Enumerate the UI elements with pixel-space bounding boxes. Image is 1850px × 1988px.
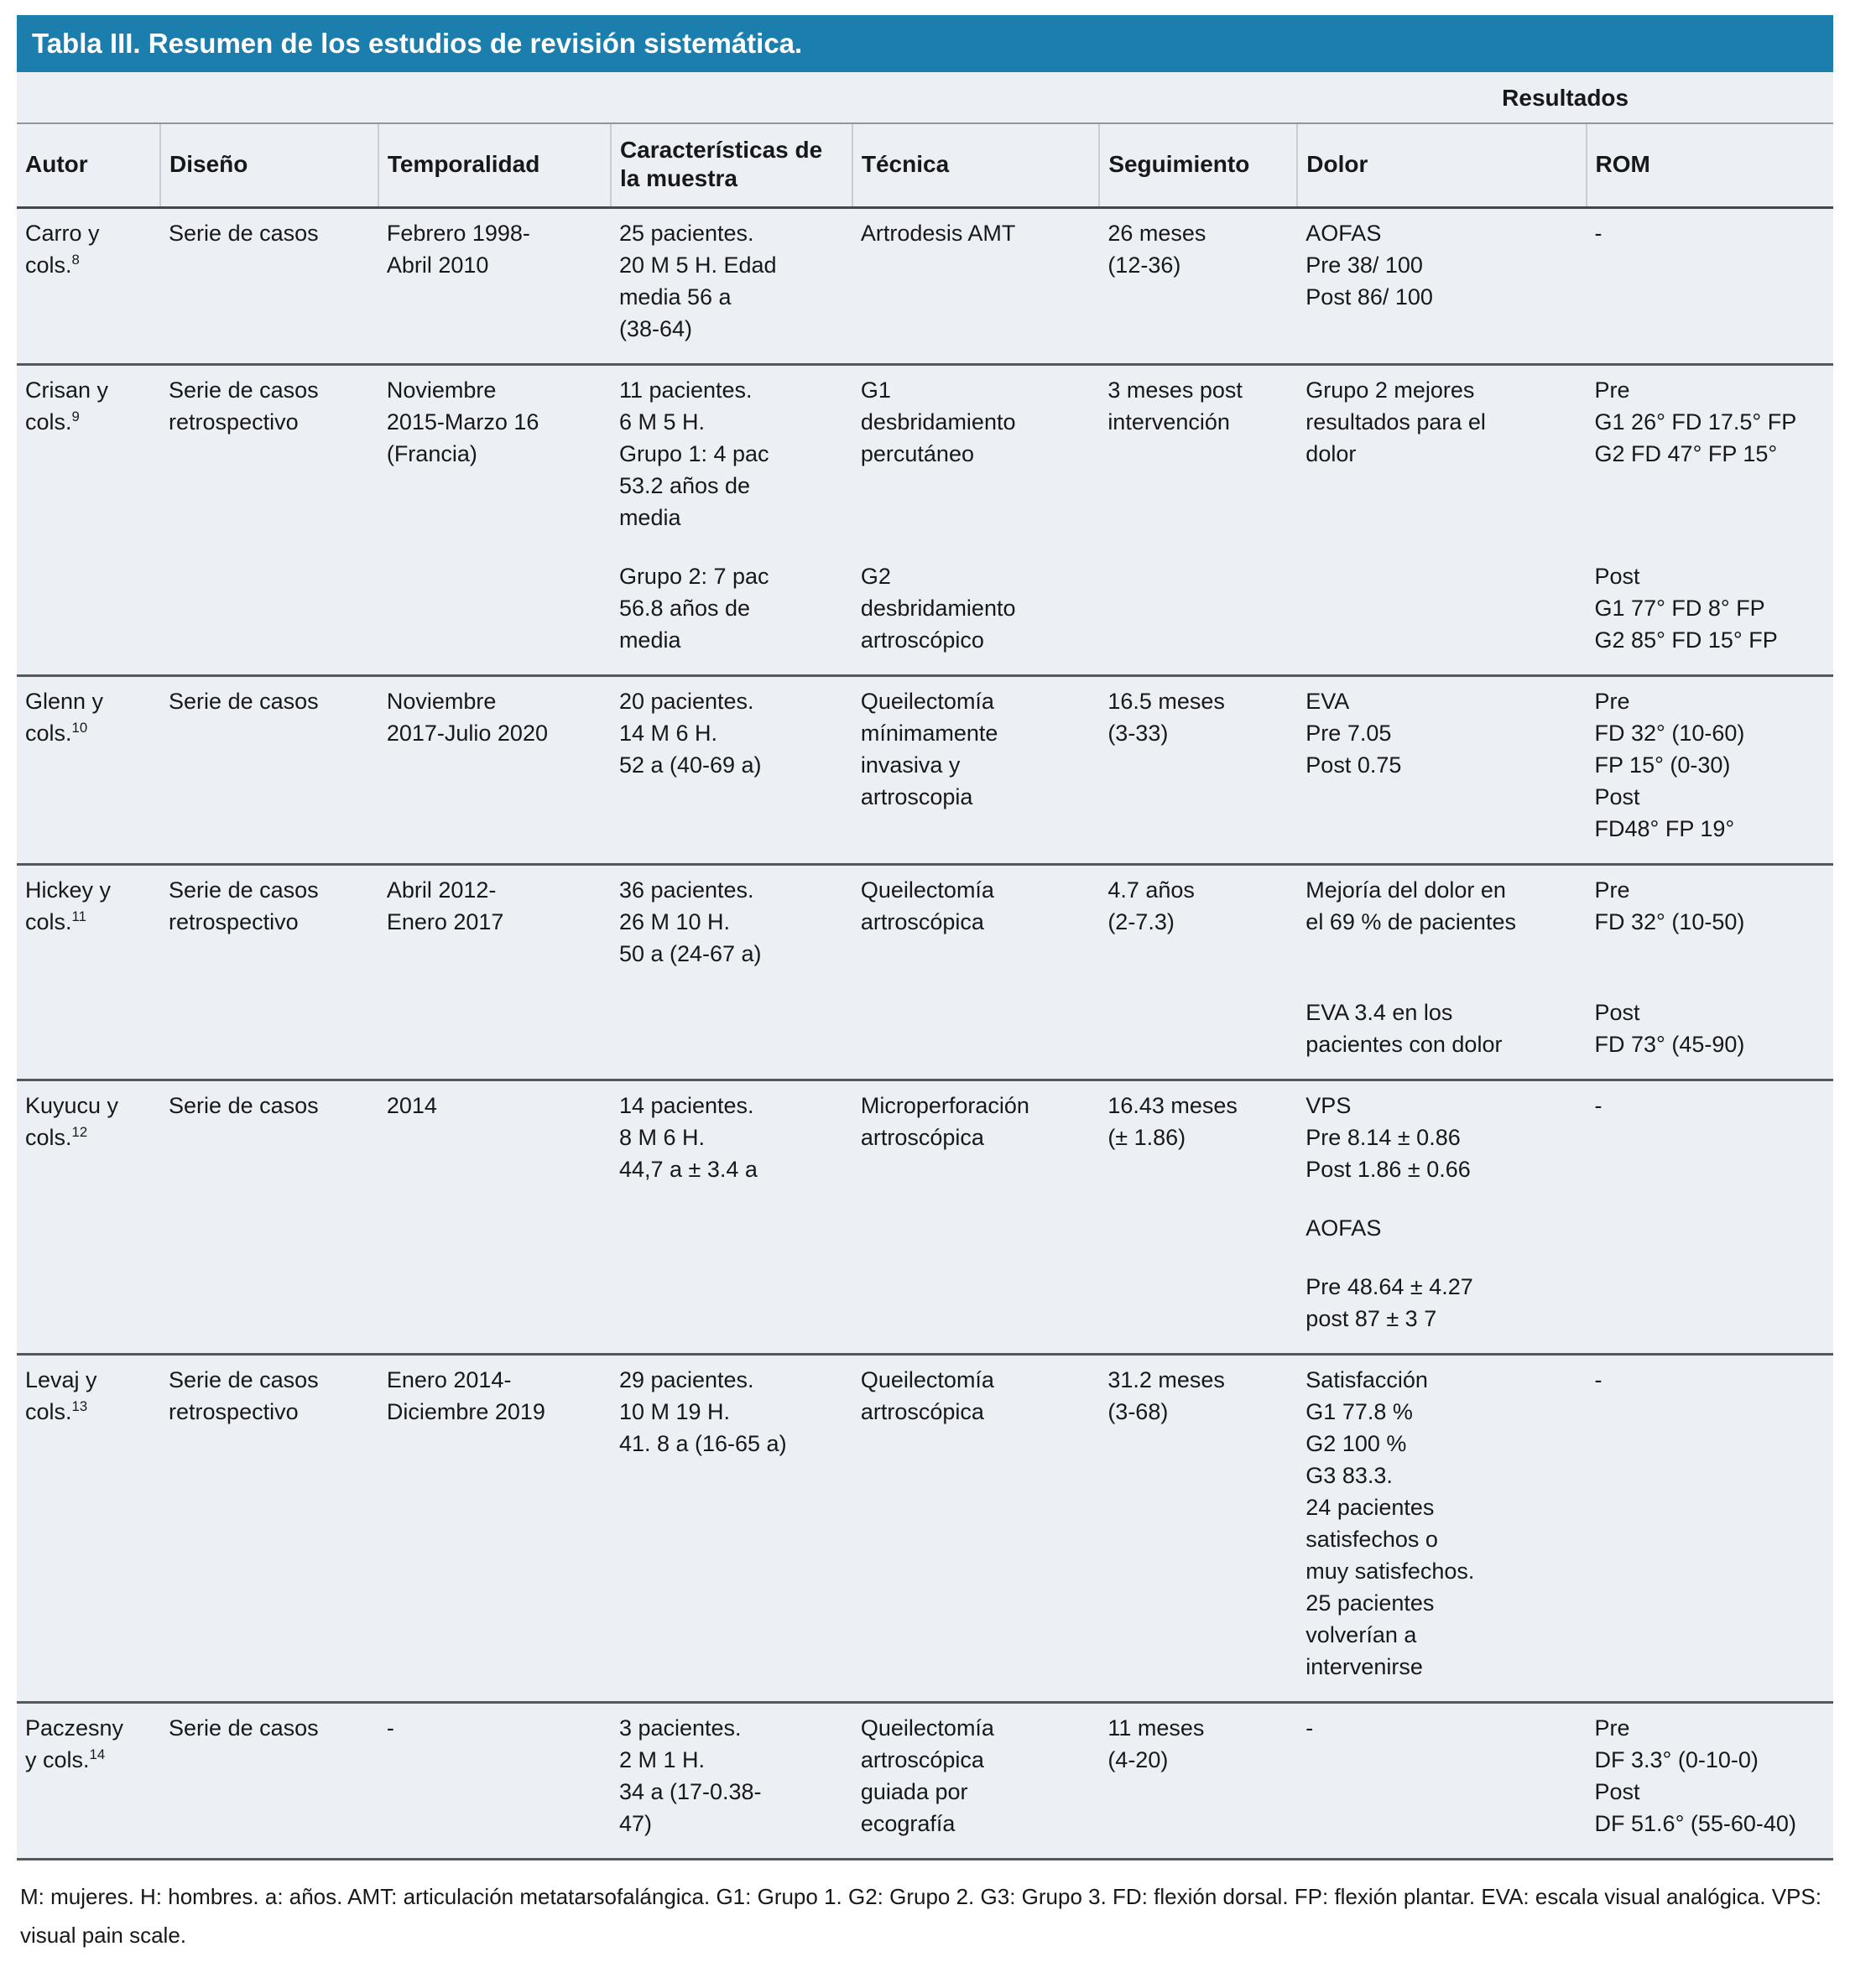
cell-technique: Queilectomía artroscópica bbox=[860, 1367, 994, 1424]
cell-autor: Hickey y cols.$^{11}$ bbox=[25, 877, 112, 934]
column-header-temporalidad: Temporalidad bbox=[378, 123, 611, 208]
column-header-caracteristicas: Características de la muestra bbox=[611, 123, 852, 208]
reference-superscript: 12 bbox=[71, 1124, 88, 1140]
cell-pain: AOFAS bbox=[1305, 1215, 1382, 1241]
cell-followup: 4.7 años (2-7.3) bbox=[1107, 877, 1195, 934]
cell-rom: - bbox=[1594, 1367, 1602, 1392]
column-header-dolor: Dolor bbox=[1297, 123, 1586, 208]
cell-rom: - bbox=[1594, 1093, 1602, 1118]
cell-pain: - bbox=[1305, 1715, 1314, 1741]
table-row bbox=[17, 1204, 1833, 1262]
cell-sample: 14 pacientes. 8 M 6 H. 44,7 a ± 3.4 a bbox=[618, 1093, 758, 1182]
cell-design: Serie de casos retrospectivo bbox=[169, 377, 319, 435]
table-title-bar bbox=[17, 15, 1833, 72]
results-spanner-row bbox=[17, 72, 1833, 123]
table-row bbox=[17, 1355, 1833, 1703]
cell-sample: 11 pacientes. 6 M 5 H. Grupo 1: 4 pac 53.2 años de media bbox=[618, 377, 769, 530]
cell-period bbox=[378, 988, 611, 1080]
table-body bbox=[17, 208, 1833, 1860]
cell-pain: AOFAS Pre 38/ 100 Post 86/ 100 bbox=[1305, 221, 1433, 310]
table-row bbox=[17, 208, 1833, 365]
cell-design bbox=[160, 988, 378, 1080]
cell-period bbox=[378, 1262, 611, 1355]
column-header-rom: ROM bbox=[1587, 123, 1833, 208]
cell-followup: 26 meses (12-36) bbox=[1107, 221, 1206, 278]
cell-rom: Post FD 73° (45-90) bbox=[1594, 1000, 1745, 1057]
cell-followup bbox=[1099, 988, 1297, 1080]
results-header: Resultados bbox=[1297, 72, 1833, 123]
table-row bbox=[17, 1703, 1833, 1860]
cell-followup bbox=[1099, 1204, 1297, 1262]
cell-autor: Crisan y cols.$^9$ bbox=[25, 377, 109, 435]
table-row bbox=[17, 1080, 1833, 1205]
cell-design: Serie de casos bbox=[169, 1093, 319, 1118]
cell-sample bbox=[611, 988, 852, 1080]
cell-followup: 3 meses post intervención bbox=[1107, 377, 1243, 435]
cell-followup bbox=[1099, 552, 1297, 676]
cell-period bbox=[378, 552, 611, 676]
cell-technique bbox=[852, 1262, 1099, 1355]
cell-sample: 36 pacientes. 26 M 10 H. 50 a (24-67 a) bbox=[618, 877, 762, 966]
reference-superscript: 9 bbox=[71, 409, 80, 424]
cell-autor bbox=[17, 1204, 160, 1262]
cell-period: Enero 2014- Diciembre 2019 bbox=[386, 1367, 545, 1424]
reference-superscript: 10 bbox=[71, 720, 88, 736]
cell-technique: G1 desbridamiento percutáneo bbox=[860, 377, 1016, 466]
cell-rom: Pre DF 3.3° (0-10-0) Post DF 51.6° (55-60-40) bbox=[1594, 1715, 1796, 1836]
cell-sample: 20 pacientes. 14 M 6 H. 52 a (40-69 a) bbox=[618, 689, 762, 778]
cell-autor: Glenn y cols.$^{10}$ bbox=[25, 689, 104, 746]
reference-superscript: 14 bbox=[89, 1746, 106, 1762]
cell-sample: 29 pacientes. 10 M 19 H. 41. 8 a (16-65 a) bbox=[618, 1367, 787, 1456]
column-header-tecnica: Técnica bbox=[852, 123, 1099, 208]
cell-pain: EVA 3.4 en los pacientes con dolor bbox=[1305, 1000, 1503, 1057]
cell-design bbox=[160, 1204, 378, 1262]
cell-period bbox=[378, 1204, 611, 1262]
table-row bbox=[17, 676, 1833, 865]
column-header-autor: Autor bbox=[17, 123, 160, 208]
cell-sample bbox=[611, 1204, 852, 1262]
column-header-diseno: Diseño bbox=[160, 123, 378, 208]
cell-sample: Grupo 2: 7 pac 56.8 años de media bbox=[618, 564, 769, 653]
cell-sample bbox=[611, 1262, 852, 1355]
cell-design: Serie de casos bbox=[169, 221, 319, 246]
cell-design bbox=[160, 552, 378, 676]
cell-rom: - bbox=[1594, 221, 1602, 246]
table-row bbox=[17, 552, 1833, 676]
cell-period: - bbox=[386, 1715, 394, 1741]
cell-rom: Pre FD 32° (10-50) bbox=[1594, 877, 1745, 934]
cell-autor bbox=[17, 552, 160, 676]
cell-design: Serie de casos bbox=[169, 1715, 319, 1741]
cell-technique: Microperforación artroscópica bbox=[860, 1093, 1029, 1150]
column-header-seguimiento: Seguimiento bbox=[1099, 123, 1297, 208]
cell-technique: Queilectomía artroscópica bbox=[860, 877, 994, 934]
summary-table bbox=[17, 72, 1833, 1860]
cell-sample: 3 pacientes. 2 M 1 H. 34 a (17-0.38- 47) bbox=[618, 1715, 762, 1836]
cell-followup: 16.43 meses (± 1.86) bbox=[1107, 1093, 1238, 1150]
cell-design: Serie de casos retrospectivo bbox=[169, 877, 319, 934]
cell-pain: Mejoría del dolor en el 69 % de pacientes bbox=[1305, 877, 1516, 934]
cell-rom: Pre G1 26° FD 17.5° FP G2 FD 47° FP 15° bbox=[1594, 377, 1797, 466]
cell-rom: Pre FD 32° (10-60) FP 15° (0-30) Post FD48° FP 19° bbox=[1594, 689, 1745, 841]
cell-autor: Kuyucu y cols.$^{12}$ bbox=[25, 1093, 119, 1150]
cell-design: Serie de casos bbox=[169, 689, 319, 714]
cell-followup: 31.2 meses (3-68) bbox=[1107, 1367, 1225, 1424]
cell-technique: Queilectomía mínimamente invasiva y artroscopia bbox=[860, 689, 998, 809]
cell-period: 2014 bbox=[386, 1093, 437, 1118]
results-spacer-cell bbox=[17, 72, 1297, 123]
cell-autor: Carro y cols.$^8$ bbox=[25, 221, 100, 278]
cell-rom: Post G1 77° FD 8° FP G2 85° FD 15° FP bbox=[1594, 564, 1778, 653]
reference-superscript: 13 bbox=[71, 1398, 88, 1414]
cell-design: Serie de casos retrospectivo bbox=[169, 1367, 319, 1424]
cell-technique bbox=[852, 988, 1099, 1080]
cell-design bbox=[160, 1262, 378, 1355]
table-row bbox=[17, 1262, 1833, 1355]
table-row bbox=[17, 865, 1833, 989]
cell-technique bbox=[852, 1204, 1099, 1262]
cell-pain: Satisfacción G1 77.8 % G2 100 % G3 83.3. 24 pacientes satisfechos o muy satisfechos. 25 pacientes volverían a intervenirse bbox=[1305, 1367, 1475, 1679]
cell-followup bbox=[1099, 1262, 1297, 1355]
cell-rom bbox=[1587, 1204, 1833, 1262]
cell-pain: Pre 48.64 ± 4.27 post 87 ± 3 7 bbox=[1305, 1274, 1473, 1331]
cell-technique: Artrodesis AMT bbox=[860, 221, 1016, 246]
table-title: Tabla III. Resumen de los estudios de revisión sistemática. bbox=[32, 28, 803, 59]
table-row bbox=[17, 988, 1833, 1080]
cell-pain: Grupo 2 mejores resultados para el dolor bbox=[1305, 377, 1486, 466]
cell-technique: Queilectomía artroscópica guiada por ecografía bbox=[860, 1715, 994, 1836]
cell-period: Noviembre 2015-Marzo 16 (Francia) bbox=[386, 377, 539, 466]
cell-autor bbox=[17, 1262, 160, 1355]
cell-pain: VPS Pre 8.14 ± 0.86 Post 1.86 ± 0.66 bbox=[1305, 1093, 1471, 1182]
cell-pain bbox=[1297, 552, 1586, 676]
cell-autor: Paczesny y cols.$^{14}$ bbox=[25, 1715, 124, 1772]
cell-period: Febrero 1998- Abril 2010 bbox=[386, 221, 530, 278]
cell-period: Abril 2012- Enero 2017 bbox=[386, 877, 504, 934]
cell-sample: 25 pacientes. 20 M 5 H. Edad media 56 a (38-64) bbox=[618, 221, 777, 341]
cell-technique: G2 desbridamiento artroscópico bbox=[860, 564, 1016, 653]
table-row bbox=[17, 365, 1833, 553]
cell-autor bbox=[17, 988, 160, 1080]
column-header-row bbox=[17, 123, 1833, 208]
cell-period: Noviembre 2017-Julio 2020 bbox=[386, 689, 548, 746]
reference-superscript: 8 bbox=[71, 252, 80, 268]
cell-autor: Levaj y cols.$^{13}$ bbox=[25, 1367, 97, 1424]
cell-rom bbox=[1587, 1262, 1833, 1355]
cell-followup: 11 meses (4-20) bbox=[1107, 1715, 1205, 1772]
cell-pain: EVA Pre 7.05 Post 0.75 bbox=[1305, 689, 1402, 778]
reference-superscript: 11 bbox=[71, 908, 86, 924]
cell-followup: 16.5 meses (3-33) bbox=[1107, 689, 1225, 746]
table-footnote: M: mujeres. H: hombres. a: años. AMT: articulación metatarsofalángica. G1: Grupo 1. G2: Grupo 2. G3: Grupo 3. FD: flexión dorsal. FP: flexión plantar. EVA: escala visual analógica. VPS: visual pain scale. bbox=[17, 1860, 1833, 1954]
